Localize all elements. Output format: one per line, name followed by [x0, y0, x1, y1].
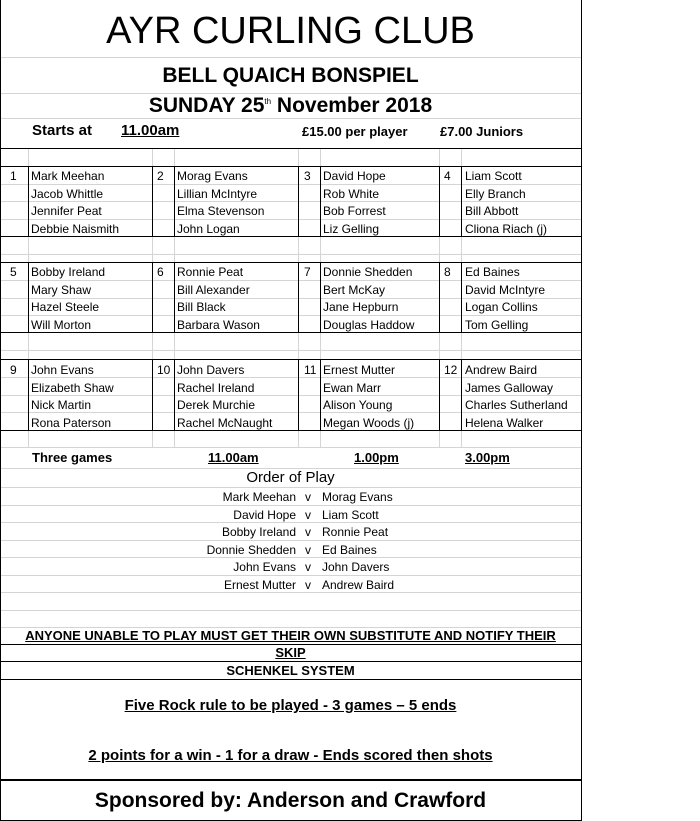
team-column-border: [298, 359, 299, 430]
five-rock-rule: Five Rock rule to be played - 3 games – 5 ends: [124, 697, 457, 714]
team-column-border: [174, 166, 175, 236]
team-player: Alison Young: [323, 398, 393, 413]
team-player: Bert McKay: [323, 282, 386, 297]
frame-right: [581, 0, 582, 821]
team-player: Bobby Ireland: [31, 265, 106, 279]
team-player: Barbara Wason: [177, 317, 260, 332]
date-day: SUNDAY 25: [148, 94, 265, 117]
match-home-team: John Evans: [233, 560, 296, 574]
games-label: Three games: [32, 450, 113, 465]
match-home-team: Ernest Mutter: [223, 577, 296, 592]
gridline-row: [0, 592, 581, 593]
match-versus: v: [305, 560, 311, 574]
notice-line-3: [0, 679, 581, 680]
gridline-row: [0, 487, 581, 488]
team-player: Elly Branch: [465, 186, 526, 201]
match-away-team: John Davers: [322, 560, 390, 574]
team-player: Nick Martin: [31, 398, 92, 413]
team-number: 11: [304, 363, 317, 377]
gridline-row: [0, 557, 581, 558]
team-player: Andrew Baird: [465, 363, 538, 377]
substitute-notice-line1: ANYONE UNABLE TO PLAY MUST GET THEIR OWN SUBSTITUTE AND NOTIFY THEIR: [25, 628, 556, 643]
gridline-row: [0, 575, 581, 576]
team-player: Elma Stevenson: [177, 204, 265, 219]
team-column-border: [439, 166, 440, 236]
team-column-border: [28, 262, 29, 332]
gridline-row: [0, 522, 581, 523]
match-home-team: Mark Meehan: [222, 490, 296, 504]
team-column-border: [461, 359, 462, 430]
match-away-team: Morag Evans: [322, 490, 393, 504]
gridline-row: [0, 610, 581, 611]
event-date: [0, 95, 581, 116]
notice-line-2: [0, 661, 581, 662]
gridline-row: [0, 219, 581, 220]
team-player: Liam Scott: [465, 169, 522, 183]
gridline-row: [0, 395, 581, 396]
team-column-border: [174, 359, 175, 430]
team-player: Ronnie Peat: [177, 265, 244, 279]
team-column-border: [320, 262, 321, 332]
team-column-border: [461, 166, 462, 236]
team-player: Logan Collins: [465, 300, 538, 315]
team-player: Elizabeth Shaw: [31, 380, 114, 395]
match-away-team: Ed Baines: [322, 542, 377, 557]
team-player: Donnie Shedden: [323, 265, 413, 279]
gridline-row: [0, 280, 581, 281]
team-number: 8: [444, 265, 451, 279]
team-player: Charles Sutherland: [465, 398, 568, 413]
team-column-border: [320, 166, 321, 236]
team-player: Bill Abbott: [465, 204, 519, 219]
team-block-border: [0, 430, 581, 431]
gridline-row: [0, 412, 581, 413]
team-number: 3: [304, 169, 311, 183]
team-player: Douglas Haddow: [323, 317, 415, 332]
team-player: Ernest Mutter: [323, 363, 396, 377]
team-number: 10: [157, 363, 171, 377]
gridline-row: [0, 505, 581, 506]
game-time-1: 11.00am: [208, 450, 259, 465]
team-player: Bill Black: [177, 300, 226, 315]
match-home-team: David Hope: [233, 507, 296, 522]
team-player: John Logan: [177, 221, 240, 236]
sponsor-top-line: [0, 779, 581, 781]
team-number: 2: [157, 169, 164, 183]
game-time-2: 1.00pm: [354, 450, 399, 465]
notice-line-1: [0, 644, 581, 645]
team-player: Lillian McIntyre: [177, 186, 258, 201]
team-column-border: [152, 166, 153, 236]
team-player: Helena Walker: [465, 415, 544, 430]
points-rule: 2 points for a win - 1 for a draw - Ends scored then shots: [88, 747, 493, 764]
gridline-row: [0, 350, 581, 351]
team-block-border: [0, 262, 581, 263]
team-player: Cliona Riach (j): [465, 221, 548, 236]
gridline-row: [0, 315, 581, 316]
team-number: 12: [444, 363, 458, 377]
team-column-border: [28, 166, 29, 236]
match-away-team: Ronnie Peat: [322, 525, 389, 539]
match-versus: v: [305, 577, 311, 592]
team-number: 5: [10, 265, 17, 279]
gridline-row: [0, 57, 581, 58]
team-player: Ewan Marr: [323, 380, 382, 395]
team-player: Rachel Ireland: [177, 380, 255, 395]
team-player: Will Morton: [31, 317, 92, 332]
team-column-border: [320, 359, 321, 430]
match-versus: v: [305, 490, 311, 504]
team-player: Derek Murchie: [177, 398, 256, 413]
team-block-border: [0, 236, 581, 237]
team-number: 4: [444, 169, 451, 183]
match-away-team: Liam Scott: [322, 507, 379, 522]
team-player: John Evans: [31, 363, 94, 377]
starts-label: Starts at: [32, 122, 93, 139]
team-column-border: [174, 262, 175, 332]
team-column-border: [439, 262, 440, 332]
team-player: Mary Shaw: [31, 282, 92, 297]
order-of-play-title: Order of Play: [246, 469, 335, 486]
date-month-year: November 2018: [271, 94, 433, 117]
team-number: 7: [304, 265, 311, 279]
team-number: 9: [10, 363, 17, 377]
team-player: Ed Baines: [465, 265, 520, 279]
team-player: Debbie Naismith: [31, 221, 120, 236]
team-column-border: [439, 359, 440, 430]
team-player: Morag Evans: [177, 169, 248, 183]
team-column-border: [298, 166, 299, 236]
team-player: Tom Gelling: [465, 317, 529, 332]
team-player: Rob White: [323, 186, 380, 201]
gridline-row: [0, 298, 581, 299]
team-player: Bob Forrest: [323, 204, 386, 219]
team-player: Mark Meehan: [31, 169, 105, 183]
team-player: Jennifer Peat: [31, 204, 102, 219]
team-block-border: [0, 359, 581, 360]
team-column-border: [461, 262, 462, 332]
substitute-notice-line2: SKIP: [275, 645, 306, 660]
team-number: 1: [10, 169, 17, 183]
team-player: David Hope: [323, 169, 386, 183]
gridline-row: [0, 184, 581, 185]
team-player: Jacob Whittle: [31, 186, 104, 201]
team-player: Hazel Steele: [31, 300, 100, 315]
team-player: Jane Hepburn: [323, 300, 399, 315]
gridline-row: [0, 254, 581, 255]
team-player: Rona Paterson: [31, 415, 112, 430]
team-player: Megan Woods (j): [323, 415, 415, 430]
team-player: Liz Gelling: [323, 221, 380, 236]
team-player: John Davers: [177, 363, 245, 377]
gridline-row: [0, 201, 581, 202]
team-column-border: [152, 262, 153, 332]
gridline-row: [0, 118, 581, 119]
adult-price: £15.00 per player: [302, 124, 408, 139]
event-title: BELL QUAICH BONSPIEL: [162, 64, 419, 87]
date-suffix: th: [264, 97, 272, 106]
team-column-border: [152, 359, 153, 430]
match-home-team: Bobby Ireland: [221, 525, 296, 539]
team-column-border: [28, 359, 29, 430]
team-block-border: [0, 166, 581, 167]
team-player: James Galloway: [465, 380, 554, 395]
gridline-row: [0, 447, 581, 448]
info-row-border: [0, 148, 581, 149]
match-versus: v: [305, 542, 311, 557]
match-home-team: Donnie Shedden: [206, 542, 296, 557]
match-versus: v: [305, 525, 311, 539]
junior-price: £7.00 Juniors: [440, 124, 524, 139]
gridline-row: [0, 540, 581, 541]
schenkel-system: SCHENKEL SYSTEM: [226, 663, 355, 678]
team-column-border: [298, 262, 299, 332]
team-player: Bill Alexander: [177, 282, 250, 297]
match-versus: v: [305, 507, 311, 522]
game-time-3: 3.00pm: [465, 450, 510, 465]
start-time: 11.00am: [121, 122, 180, 139]
gridline-row: [0, 377, 581, 378]
match-away-team: Andrew Baird: [322, 577, 395, 592]
team-player: David McIntyre: [465, 282, 546, 297]
club-title: AYR CURLING CLUB: [106, 10, 475, 52]
team-number: 6: [157, 265, 164, 279]
team-player: Rachel McNaught: [177, 415, 273, 430]
sponsor-text: Sponsored by: Anderson and Crawford: [94, 789, 487, 812]
team-block-border: [0, 332, 581, 333]
